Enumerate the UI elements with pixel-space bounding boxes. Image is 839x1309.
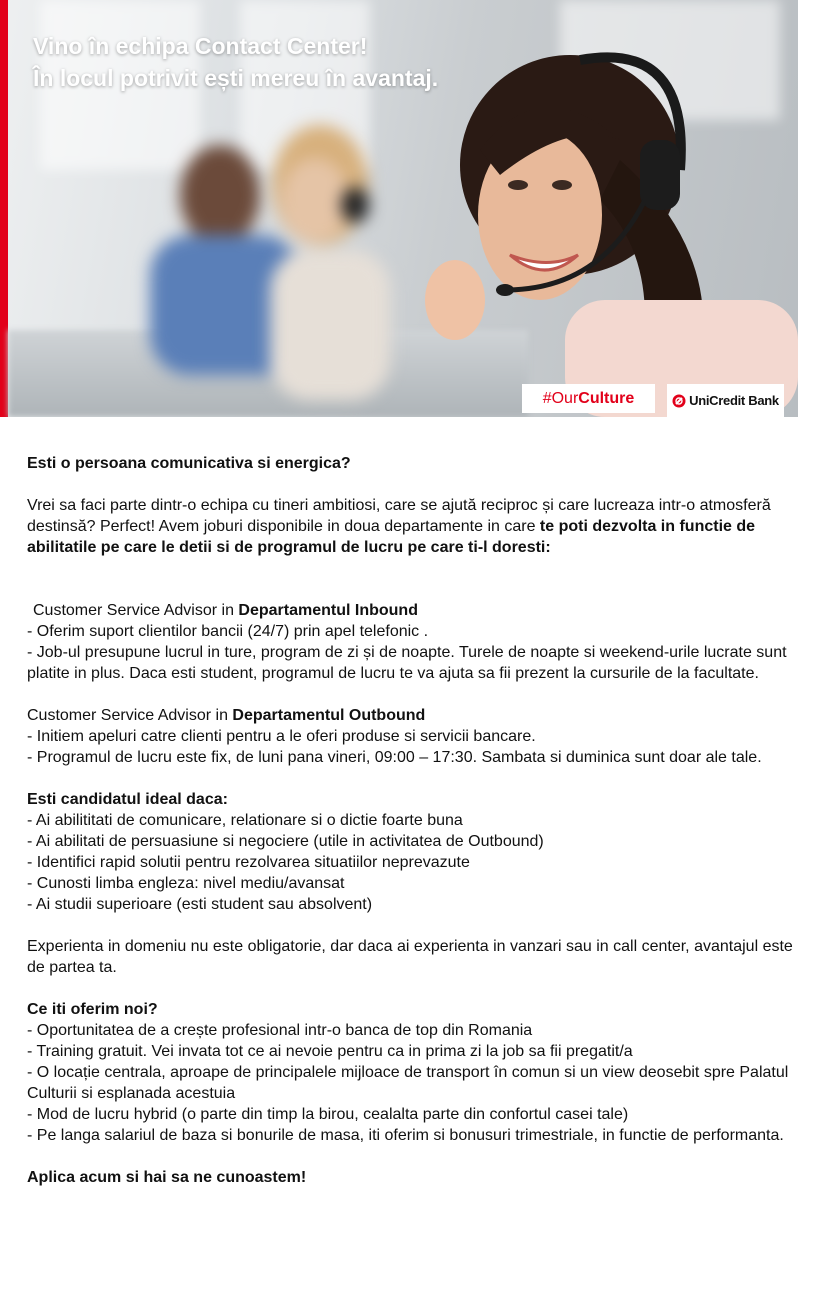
ideal-candidate-title: Esti candidatul ideal daca: — [27, 791, 228, 808]
offer-item: - Mod de lucru hybrid (o parte din timp la birou, cealalta parte din confortul casei tale) — [27, 1106, 629, 1123]
outbound-item: - Programul de lucru este fix, de luni pana vineri, 09:00 – 17:30. Sambata si duminica sunt doar ale tale. — [27, 749, 762, 766]
intro-question: Esti o persoana comunicativa si energica? — [27, 455, 351, 472]
banner-headline-line1: Vino în echipa Contact Center! — [33, 33, 368, 59]
our-culture-tag — [522, 384, 655, 413]
offer-title: Ce iti oferim noi? — [27, 1001, 158, 1018]
hero-banner — [0, 0, 798, 417]
outbound-item: - Initiem apeluri catre clienti pentru a le oferi produse si servicii bancare. — [27, 728, 536, 745]
ideal-item: - Ai studii superioare (esti student sau absolvent) — [27, 896, 373, 913]
job-description — [27, 453, 793, 1188]
ideal-item: - Identifici rapid solutii pentru rezolvarea situatiilor neprevazute — [27, 854, 470, 871]
intro-paragraph: Vrei sa faci parte dintr-o echipa cu tineri ambitiosi, care se ajută reciproc și care lucreaza intr-o atmosferă destinsă? Perfect! Avem joburi disponibile in doua departamente in care te poti dezvolta in functie de abilitatile pe care le detii si de programul de lucru pe care ti-l doresti: — [27, 497, 771, 556]
inbound-item: - Job-ul presupune lucrul in ture, program de zi și de noapte. Turele de noapte si weekend-urile lucrate sunt platite in plus. Daca esti student, programul de lucru te va ajuta sa fii prezent la cursurile de la facultate. — [27, 644, 787, 682]
ideal-item: - Cunosti limba engleza: nivel mediu/avansat — [27, 875, 345, 892]
inbound-item: - Oferim suport clientilor bancii (24/7) prin apel telefonic . — [27, 623, 429, 640]
inbound-heading: Customer Service Advisor in Departamentul Inbound — [33, 602, 418, 619]
hashtag-prefix: #Our — [542, 390, 579, 407]
offer-item: - Training gratuit. Vei invata tot ce ai nevoie pentru ca in prima zi la job sa fii pregatit/a — [27, 1043, 633, 1060]
ideal-item: - Ai abilititati de comunicare, relationare si o dictie foarte buna — [27, 812, 463, 829]
offer-item: - Oportunitatea de a crește profesional intr-o banca de top din Romania — [27, 1022, 533, 1039]
banner-headline — [33, 30, 438, 94]
hashtag-bold: Culture — [578, 390, 635, 407]
offer-item: - O locație centrala, aproape de principalele mijloace de transport în comun si un view deosebit spre Palatul Culturii si esplanada acestuia — [27, 1064, 789, 1102]
unicredit-logo-text: UniCredit Bank — [689, 393, 779, 408]
unicredit-logo-icon — [672, 394, 686, 408]
call-to-action: Aplica acum si hai sa ne cunoastem! — [27, 1169, 307, 1186]
ideal-item: - Ai abilitati de persuasiune si negociere (utile in activitatea de Outbound) — [27, 833, 544, 850]
unicredit-logo — [667, 384, 784, 417]
outbound-heading: Customer Service Advisor in Departamentul Outbound — [27, 707, 426, 724]
banner-headline-line2: În locul potrivit ești mereu în avantaj. — [33, 65, 439, 91]
experience-note: Experienta in domeniu nu este obligatorie, dar daca ai experienta in vanzari sau in call center, avantajul este de partea ta. — [27, 938, 793, 976]
offer-item: - Pe langa salariul de baza si bonurile de masa, iti oferim si bonusuri trimestriale, in functie de performanta. — [27, 1127, 784, 1144]
